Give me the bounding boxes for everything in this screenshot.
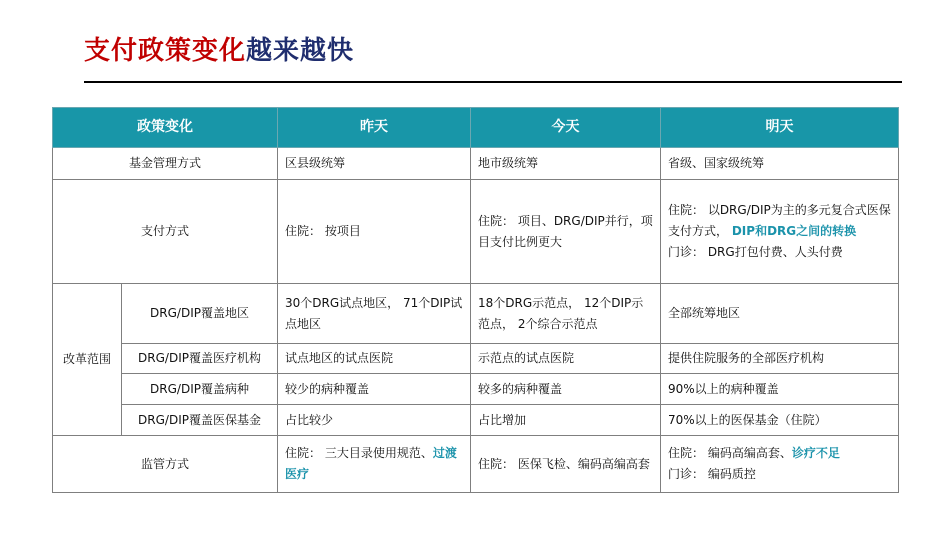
cell-yesterday: 较少的病种覆盖: [278, 374, 471, 405]
cell-tomorrow: 全部统筹地区: [661, 284, 899, 344]
cell-text-line2: 门诊： 编码质控: [668, 467, 756, 481]
sub-label: DRG/DIP覆盖地区: [122, 284, 278, 344]
header-yesterday: 昨天: [278, 108, 471, 148]
highlight-text: DIP和DRG之间的转换: [731, 224, 857, 238]
cell-yesterday: [278, 436, 471, 493]
table-row: [53, 374, 899, 405]
cell-yesterday: 区县级统筹: [278, 148, 471, 180]
cell-today: 较多的病种覆盖: [471, 374, 661, 405]
cell-tomorrow: [661, 180, 899, 284]
cell-yesterday: 30个DRG试点地区， 71个DIP试点地区: [278, 284, 471, 344]
cell-today: 住院： 医保飞检、编码高编高套: [471, 436, 661, 493]
highlight-text: 诊疗不足: [791, 446, 840, 460]
cell-tomorrow: 70%以上的医保基金（住院）: [661, 405, 899, 436]
cell-text-line2: 门诊： DRG打包付费、人头付费: [668, 245, 843, 259]
cell-yesterday: 占比较少: [278, 405, 471, 436]
cell-today: 示范点的试点医院: [471, 344, 661, 374]
sub-label: DRG/DIP覆盖医疗机构: [122, 344, 278, 374]
header-today: 今天: [471, 108, 661, 148]
sub-label: DRG/DIP覆盖医保基金: [122, 405, 278, 436]
header-policy: 政策变化: [53, 108, 278, 148]
row-label: 支付方式: [53, 180, 278, 284]
cell-text: 住院： 以DRG/DIP为主的多元复合式医保支付方式，: [668, 203, 891, 238]
cell-text: 住院： 三大目录使用规范、: [285, 446, 433, 460]
table-row: [53, 284, 899, 344]
cell-tomorrow: 省级、国家级统筹: [661, 148, 899, 180]
table-row: [53, 405, 899, 436]
cell-yesterday: 住院： 按项目: [278, 180, 471, 284]
cell-today: 住院： 项目、DRG/DIP并行，项目支付比例更大: [471, 180, 661, 284]
policy-table: [52, 107, 899, 493]
sub-label: DRG/DIP覆盖病种: [122, 374, 278, 405]
cell-today: 地市级统筹: [471, 148, 661, 180]
cell-today: 18个DRG示范点， 12个DIP示范点， 2个综合示范点: [471, 284, 661, 344]
cell-text: 住院： 编码高编高套、: [668, 446, 792, 460]
page-title-navy: 越来越快: [246, 36, 355, 66]
row-label: 基金管理方式: [53, 148, 278, 180]
table-row: [53, 436, 899, 493]
page-title: [84, 30, 354, 67]
table-row: [53, 180, 899, 284]
cell-yesterday: 试点地区的试点医院: [278, 344, 471, 374]
page-title-red: 支付政策变化: [84, 36, 247, 66]
cell-tomorrow: [661, 436, 899, 493]
table-row: [53, 344, 899, 374]
header-row: [53, 108, 899, 148]
title-divider: [84, 81, 902, 83]
header-tomorrow: 明天: [661, 108, 899, 148]
row-label: 监管方式: [53, 436, 278, 493]
cell-today: 占比增加: [471, 405, 661, 436]
cell-tomorrow: 90%以上的病种覆盖: [661, 374, 899, 405]
cell-tomorrow: 提供住院服务的全部医疗机构: [661, 344, 899, 374]
highlight-text: 过渡医疗: [285, 446, 457, 481]
row-label-reform: 改革范围: [53, 284, 122, 436]
table-row: [53, 148, 899, 180]
